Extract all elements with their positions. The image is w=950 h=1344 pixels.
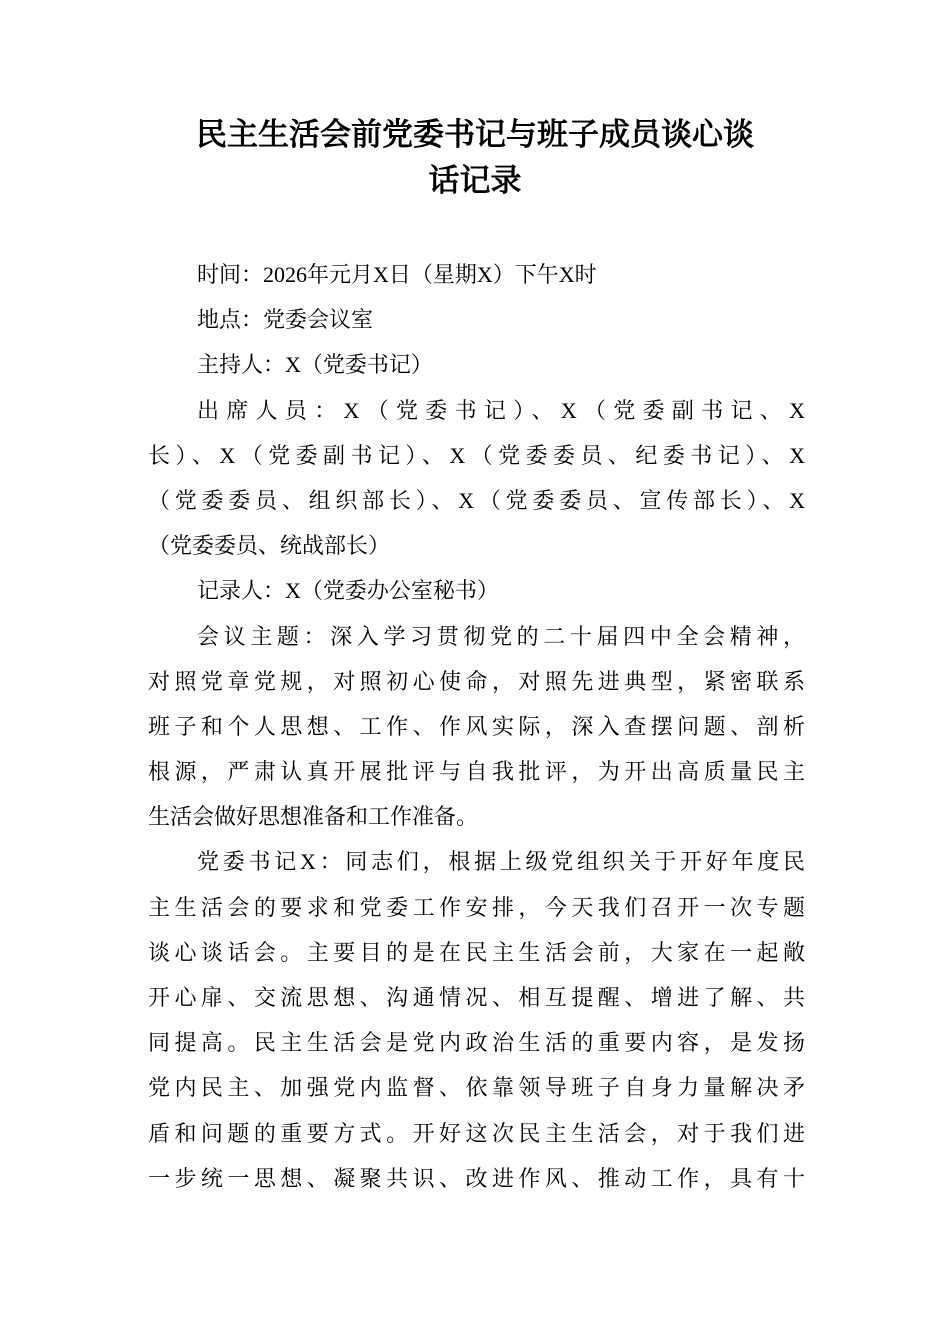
document-body bbox=[148, 252, 805, 1201]
speech-line: 党委书记X：同志们，根据上级党组织关于开好年度民 bbox=[197, 849, 805, 875]
attendees-line: 长）、X（党委副书记）、X（党委委员、纪委书记）、X bbox=[148, 442, 805, 468]
speech-line: 开心扉、交流思想、沟通情况、相互提醒、增进了解、共 bbox=[148, 985, 805, 1010]
attendees-line: （党委委员、统战部长） bbox=[148, 533, 391, 559]
theme-line: 根源，严肃认真开展批评与自我批评，为开出高质量民主 bbox=[148, 759, 805, 785]
meeting-host: 主持人：X（党委书记） bbox=[197, 352, 433, 378]
theme-line: 生活会做好思想准备和工作准备。 bbox=[148, 804, 479, 830]
speech-line: 党内民主、加强党内监督、依靠领导班子自身力量解决矛 bbox=[148, 1075, 805, 1101]
speech-line: 主生活会的要求和党委工作安排，今天我们召开一次专题 bbox=[148, 894, 805, 920]
speech-line: 一步统一思想、凝聚共识、改进作风、推动工作，具有十 bbox=[148, 1165, 805, 1191]
meeting-place: 地点：党委会议室 bbox=[197, 307, 374, 333]
speech-line: 盾和问题的重要方式。开好这次民主生活会，对于我们进 bbox=[148, 1120, 805, 1146]
title-line: 民主生活会前党委书记与班子成员谈心谈 bbox=[196, 117, 754, 152]
attendees-line: 出席人员：X（党委书记）、X（党委副书记、X bbox=[197, 397, 805, 423]
meeting-recorder: 记录人：X（党委办公室秘书） bbox=[197, 578, 499, 604]
attendees-line: （党委委员、组织部长）、X（党委委员、宣传部长）、X bbox=[148, 487, 805, 513]
document-title bbox=[100, 112, 850, 204]
theme-line: 会议主题：深入学习贯彻党的二十届四中全会精神， bbox=[197, 623, 805, 649]
speech-line: 同提高。民主生活会是党内政治生活的重要内容，是发扬 bbox=[148, 1030, 805, 1056]
theme-line: 班子和个人思想、工作、作风实际，深入查摆问题、剖析 bbox=[148, 713, 805, 739]
title-line: 话记录 bbox=[428, 163, 522, 198]
speech-line: 谈心谈话会。主要目的是在民主生活会前，大家在一起敞 bbox=[148, 939, 805, 965]
theme-line: 对照党章党规，对照初心使命，对照先进典型，紧密联系 bbox=[148, 668, 805, 694]
meeting-time: 时间：2026年元月X日（星期X）下午X时 bbox=[197, 262, 597, 287]
